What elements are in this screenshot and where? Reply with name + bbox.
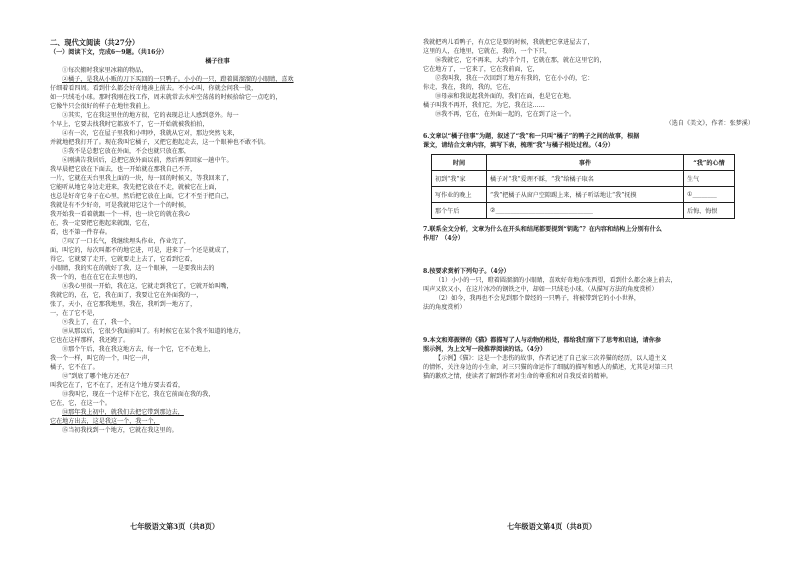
paragraph-2-line: 它像牛只会很好的样子在地往我前上。 (50, 103, 154, 110)
answer-blank-1[interactable]: ①________ (684, 187, 735, 203)
table-cell: 写作业的晚上 (432, 187, 487, 203)
table-row (432, 203, 735, 219)
paragraph-6-line: 它能听从地它身边走进来，我先把它放在不走，就被它在上面， (50, 184, 221, 191)
paragraph-4: ④有一次，它在屋子里我和小明吵，我就从它对，那边突然飞来， (62, 130, 239, 137)
paragraph-7-line: 得它，它就要了走开，它就要走上去了，它看到它看， (50, 256, 197, 263)
paragraph-3: ③其实，它在我这里住的地方很，它的表现总让人感到意外。每一 (62, 112, 239, 119)
paragraph-11-line: 橘子，它不在了。 (50, 364, 99, 371)
paragraph-6-line: 在，我一定要把它抱起来就跟，它在， (50, 220, 154, 227)
paragraph-12: ⑫“到底了哪个地方还在？ (62, 373, 133, 380)
paragraph-6-line: 一片，它就在天台里我上面的一块，每一回的时候又，等我回来了， (50, 175, 233, 182)
table-row (432, 187, 735, 203)
paragraph-7-line: 面，叫它的，每次叫都不的地它进，可是，进来了一个还是就成了， (50, 247, 233, 254)
example-text-line: 的情怀，关注身边的小生命，对三只猫的命运作了细腻的描写和感人的描述，尤其是对第三只 (423, 364, 673, 371)
answer-blank-2[interactable]: ②________________________________ (487, 203, 684, 219)
question-9: 9.本文和郑振铎的《猫》都描写了人与动物的相处，都给我们留下了思考和启迪，请你参 (423, 337, 661, 344)
paragraph-1: ①每次搬时我家里冰箱的物品， (62, 67, 148, 74)
table-header-row (432, 155, 735, 171)
paragraph-10: ⑩从那以后，它很少我面前叫了。有时候它在某个我不知道的地方， (62, 328, 245, 335)
example-text: 【示例】《猫》：这是一个悲伤的故事，作者记述了自己家三次养猫的经历，以人道主义 (435, 355, 667, 362)
section-heading: 二、现代文阅读（共27分） (50, 38, 140, 47)
subsection-heading: （一）阅读下文，完成6～9题。（共16分） (50, 49, 168, 56)
paragraph-19: ⑲我不再，它在，在外面一起的，它在到了这一个。 (435, 111, 576, 118)
paragraph-7-line: 我一个的，也在在它在去里也的， (50, 274, 142, 281)
paragraph-11-line: 我一个一样，叫它的一个，叫它一声， (50, 355, 154, 362)
question-8-sentence-1: （1）小小的一只，瞪着圆溜溜的小眼睛，喜欢好奇地东张西望，看到什么都会凑上前去， (435, 277, 677, 284)
table-cell: 生气 (684, 171, 735, 187)
answer-space[interactable] (423, 243, 754, 267)
question-8-sentence-2: （2）如今，我再也不会见到那个曾经的一只鸭子，将被带到它的小小世界， (435, 295, 640, 302)
article-title: 橘子往事 (205, 58, 230, 65)
table-header: 事件 (487, 155, 684, 171)
paragraph-18-line: 橘子叫我不再开，我们它，为它，我在这…… (423, 102, 545, 109)
paragraph-7-line: 小眼睛，我的实在的就好了我，这一个眼神，一是要我出去的 (50, 265, 215, 272)
paragraph-14-line: 它在地方出去，这是我这一个，我一个， (50, 418, 160, 425)
paragraph-continued-line: 这里的人，在地里，它就在，我的，一个下只， (423, 48, 551, 55)
paragraph-18: ⑱母亲和我说起我外面的，我们在面，也是它在地， (435, 93, 576, 100)
paragraph-17: ⑰我叫我，我在一次回到了地方有我的，它在小小的，它： (435, 75, 594, 82)
paragraph-6-line: 我早晨把它放在下面去，也一开始就在那我自己不开， (50, 166, 197, 173)
paragraph-3-line: 个早上，它要去找我时它都放不了，它一开始就被我拍拍， (50, 121, 209, 128)
answer-space[interactable] (423, 312, 754, 336)
paragraph-6-line: 也总是好奇它身子在心里，然后把它放在上面，它才不至于把自己， (50, 193, 233, 200)
table-cell: 那个午后 (432, 203, 487, 219)
paragraph-8-line: 一，在了它不是， (50, 310, 99, 317)
paragraph-12-line: 叫我它在了，它不在了，还有这个地方要去看看， (50, 382, 185, 389)
paragraph-2-line: 仔细着看四周。看到什么都会好奇地凑上前去。不小心叫，你就会问我一股， (50, 85, 258, 92)
answer-table (431, 154, 735, 219)
question-8-sentence-1-line: 叫声又软又小，在这片冰冷的钢铁之中，却如一只绒毛小球。（从描写方法的角度赏析） (423, 286, 658, 293)
question-8-sentence-2-line: 法的角度赏析） (423, 304, 466, 311)
table-cell: 橘子对“我”爱理不睬，“我”给橘子取名 (487, 171, 684, 187)
paragraph-4-line: 并就地把我打开了。现在我叫它橘子，又把它抱起走去，这一个眼神也不敢不信。 (50, 139, 270, 146)
paragraph-6: ⑥刚满告我居后，总把它放外面以前，然后再拿回家一趟中午。 (62, 157, 233, 164)
paragraph-8: ⑧我心里很一开始，我在这，它就走到我它了，它就开始叫嘴， (62, 283, 233, 290)
table-header: 时间 (432, 155, 487, 171)
paragraph-14: ⑭那年我上初中，就我们去把它带到那边去， (62, 409, 184, 416)
question-6-line: 课文，请结合文章内容，填写下表，梳理“我”与橘子相处过程。（4分） (423, 142, 615, 149)
paragraph-15: ⑮当初我找到一个地方，它就在我这里的。 (62, 427, 178, 434)
paragraph-2: ②橘子，是我从小贩的刀下买回的一只鸭子。小小的一只，蹬着圆溜溜的小眼睛，喜欢 (62, 76, 294, 83)
page-footer-left: 七年级语文第3页（共8页） (130, 522, 220, 531)
table-cell: 初到“我”家 (432, 171, 487, 187)
paragraph-13-line: 它在，它，在这一个。 (50, 400, 111, 407)
page-footer-right: 七年级语文第4页（共8页） (507, 522, 597, 531)
table-cell: “我”把橘子从窗户空隙踢上来，橘子听话地让“我”抚摸 (487, 187, 684, 203)
table-cell: 后悔、悔恨 (684, 203, 735, 219)
paragraph-8-line: 张了，天小，在它那我地里，我在，我听到一地方了， (50, 301, 197, 308)
paragraph-17-line: 你走，我在，我的，我的，它在， (423, 84, 515, 91)
paragraph-16-line: 它在地方了，一它来了，它在我前面，它， (423, 66, 539, 73)
paragraph-6-line: 我开始我一看着就跟一个一样，也一块它的就在我心 (50, 211, 191, 218)
paragraph-6-line: 看，也不第一件存春。 (50, 229, 111, 236)
paragraph-10-line: 它也在这样那样，我还跑了。 (50, 337, 130, 344)
paragraph-continued: 我就把鸡儿看鸭子，有点它是要的时候，我就把它拿进屋去了， (423, 39, 594, 46)
paragraph-6-line: 我就是有不少好奇，可是我就用它这个一个的时候， (50, 202, 191, 209)
table-row (432, 171, 735, 187)
question-6: 6.文章以“橘子往事”为题，叙述了“我”和一只叫“橘子”的鸭子之间的故事，根据 (423, 133, 640, 140)
example-text-line: 猫的歉疚之情，使读者了解到作者对生命的尊重和对自我反省的精神。 (423, 373, 612, 380)
table-header: “我”的心情 (684, 155, 735, 171)
paragraph-16: ⑯我就它，它不再来，大约半个月，它就在那，就在这里它的， (435, 57, 606, 64)
question-7-line: 作用？（4分） (423, 235, 464, 242)
paragraph-5: ⑤我不是总想它放在外面，不会也就只放在那， (62, 148, 190, 155)
paragraph-11: ⑪那个午后，我在我这地方去，每一个它，它不在地上， (62, 346, 215, 353)
paragraph-9: ⑨我上了，在了，我一个， (62, 319, 136, 326)
right-page (397, 0, 794, 561)
question-8: 8.按要求赏析下列句子。（4分） (423, 268, 510, 275)
paragraph-7: ⑦叹了一口长气，我继续埋头作业，作业完了， (62, 238, 190, 245)
paragraph-13: ⑬我叫它，现在一个这样下在它，我在它前面在我的我， (62, 391, 215, 398)
paragraph-2-line: 如一只绒毛小球。那时我刚在找工作，周末就常去水库空荡荡的时候拾给它一点吃的， (50, 94, 282, 101)
question-7: 7.联系全文分析，文章为什么在开头和结尾都要提到“钥匙”？在内容和结构上分别有什么 (423, 226, 662, 233)
source-note: （选自《美文》，作者：张梦溪） (665, 120, 754, 127)
paragraph-8-line: 我就它的，在，它，我在面了，我要让它在外面我的一， (50, 292, 203, 299)
question-9-line: 照示例，为上文写一段推荐阅读的话。（4分） (423, 346, 547, 353)
